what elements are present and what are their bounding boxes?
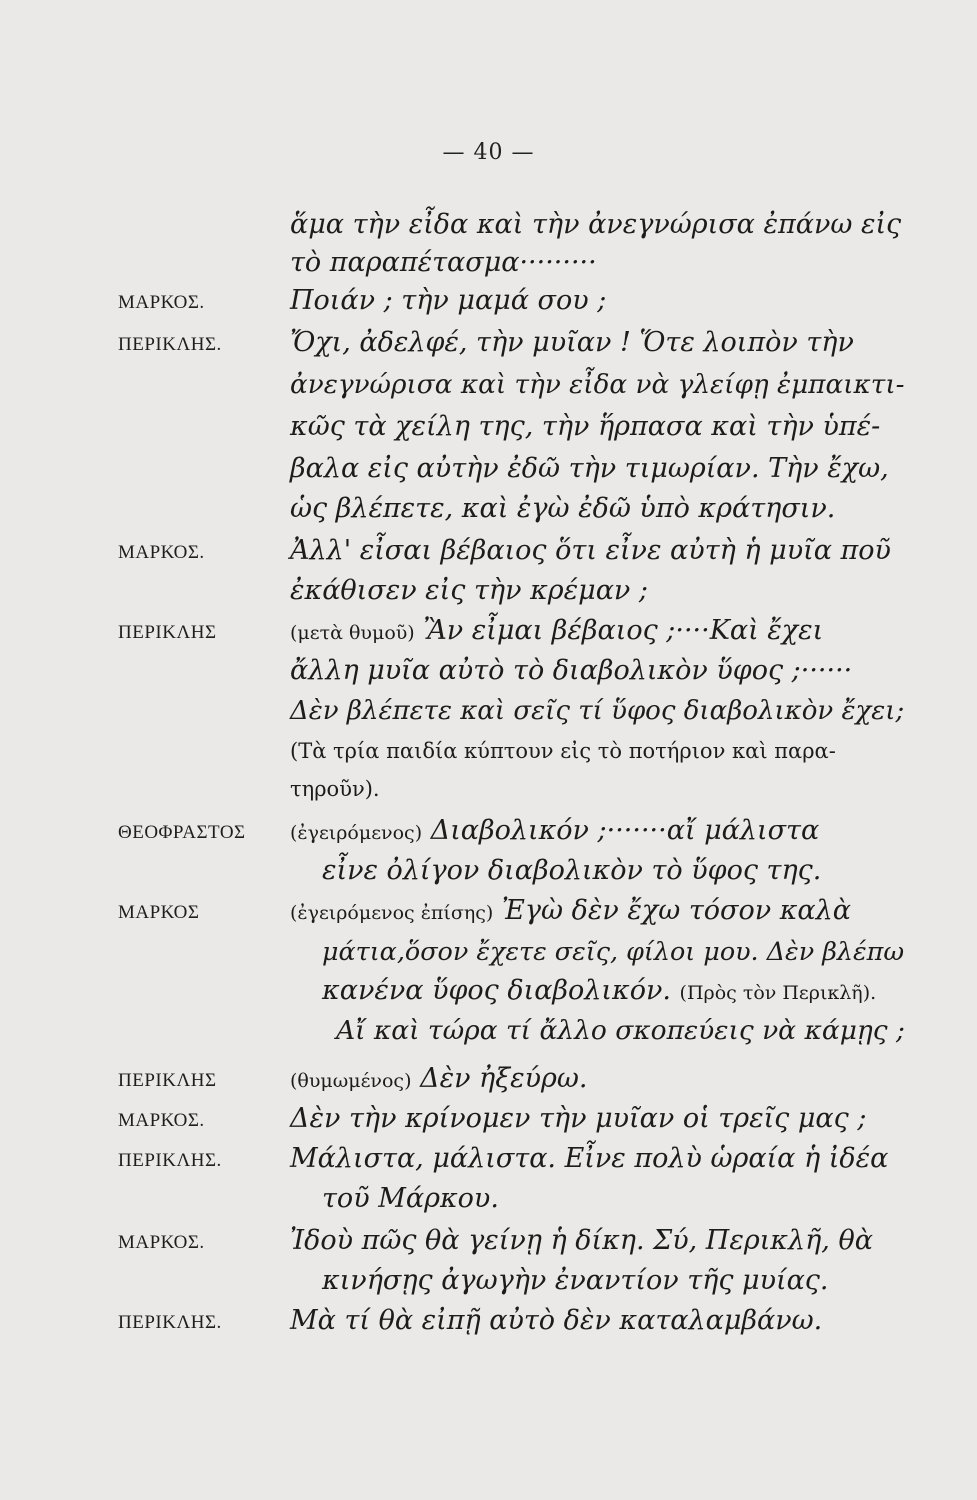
text-line: κινήσῃς ἀγωγὴν ἐναντίον τῆς μυίας. [322,1265,829,1296]
text-line: βαλα εἰς αὐτὴν ἐδῶ τὴν τιμωρίαν. Τὴν ἔχω, [290,453,889,484]
dialogue-line: Ὄχι, ἀδελφέ, τὴν μυῖαν ! Ὅτε λοιπὸν τὴν [290,327,854,358]
speaker-name: ΜΑΡΚΟΣ [118,902,200,923]
text-line: Αἴ καὶ τώρα τί ἄλλο σκοπεύεις νὰ κάμῃς ; [336,1015,905,1046]
dialogue-text: Ἂν εἶμαι βέβαιος ;····Καὶ ἔχει [423,615,824,646]
dialogue-line: Ἀλλ' εἶσαι βέβαιος ὅτι εἶνε αὐτὴ ἡ μυῖα ποῦ [290,535,891,566]
dialogue-text: Δὲν ἠξεύρω. [420,1063,588,1094]
text-line: ἀνεγνώρισα καὶ τὴν εἶδα νὰ γλείφῃ ἐμπαικτι- [290,370,905,400]
dialogue-line [290,1062,587,1098]
dialogue-line: Δὲν τὴν κρίνομεν τὴν μυῖαν οἱ τρεῖς μας ; [290,1103,867,1134]
text-line [322,974,876,1010]
dialogue-line [290,614,823,650]
text-line: εἶνε ὀλίγον διαβολικὸν τὸ ὕφος της. [322,855,822,886]
speaker-name: ΠΕΡΙΚΛΗΣ [118,1070,217,1091]
dialogue-text: Διαβολικόν ;·······αἴ μάλιστα [430,815,820,846]
speaker-name: ΜΑΡΚΟΣ. [118,292,205,313]
dialogue-text: Ἐγὼ δὲν ἔχω τόσον καλὰ [501,895,851,926]
speaker-name: ΠΕΡΙΚΛΗΣ [118,622,217,643]
speaker-name: ΠΕΡΙΚΛΗΣ. [118,334,222,355]
stage-direction: (ἐγειρόμενος) [290,822,423,844]
dialogue-line [290,814,819,850]
dialogue-line [290,894,851,930]
dialogue-line: Ποιάν ; τὴν μαμά σου ; [290,285,607,316]
text-line: ἐκάθισεν εἰς τὴν κρέμαν ; [290,575,649,606]
stage-direction: (ἐγειρόμενος ἐπίσης) [290,902,494,924]
text-line: ὡς βλέπετε, καὶ ἐγὼ ἐδῶ ὑπὸ κράτησιν. [290,493,836,524]
speaker-name: ΜΑΡΚΟΣ. [118,542,205,563]
text-line: κῶς τὰ χείλη της, τὴν ἥρπασα καὶ τὴν ὑπέ- [290,411,881,442]
dialogue-line: Μάλιστα, μάλιστα. Εἶνε πολὺ ὡραία ἡ ἰδέα [290,1143,889,1174]
dialogue-line: Ἰδοὺ πῶς θὰ γείνῃ ἡ δίκη. Σύ, Περικλῆ, θὰ [290,1225,873,1256]
text-line: ἅμα τὴν εἶδα καὶ τὴν ἀνεγνώρισα ἐπάνω εἰς [290,209,902,240]
stage-direction: τηροῦν). [290,777,380,801]
text-line: ἄλλη μυῖα αὐτὸ τὸ διαβολικὸν ὕφος ;······ [290,655,853,686]
dialogue-text: κανένα ὕφος διαβολικόν. [322,975,671,1006]
text-line: τὸ παραπέτασμα········· [290,247,597,278]
text-line: μάτια,ὅσον ἔχετε σεῖς, φίλοι μου. Δὲν βλέπω [322,936,905,966]
text-line: Δὲν βλέπετε καὶ σεῖς τί ὕφος διαβολικὸν ἔχει; [290,696,905,726]
dialogue-line: Μὰ τί θὰ εἰπῇ αὐτὸ δὲν καταλαμβάνω. [290,1305,823,1336]
text-line: τοῦ Μάρκου. [322,1183,499,1214]
stage-direction: (μετὰ θυμοῦ) [290,622,415,644]
speaker-name: ΘΕΟΦΡΑΣΤΟΣ [118,822,246,843]
stage-direction: (θυμωμένος) [290,1070,412,1092]
speaker-name: ΠΕΡΙΚΛΗΣ. [118,1150,222,1171]
page-number: — 40 — [442,140,535,165]
speaker-name: ΜΑΡΚΟΣ. [118,1110,205,1131]
speaker-name: ΜΑΡΚΟΣ. [118,1232,205,1253]
speaker-name: ΠΕΡΙΚΛΗΣ. [118,1312,222,1333]
stage-direction: (Τὰ τρία παιδία κύπτουν εἰς τὸ ποτήριον καὶ παρα- [290,739,836,763]
stage-direction: (Πρὸς τὸν Περικλῆ). [679,982,877,1004]
